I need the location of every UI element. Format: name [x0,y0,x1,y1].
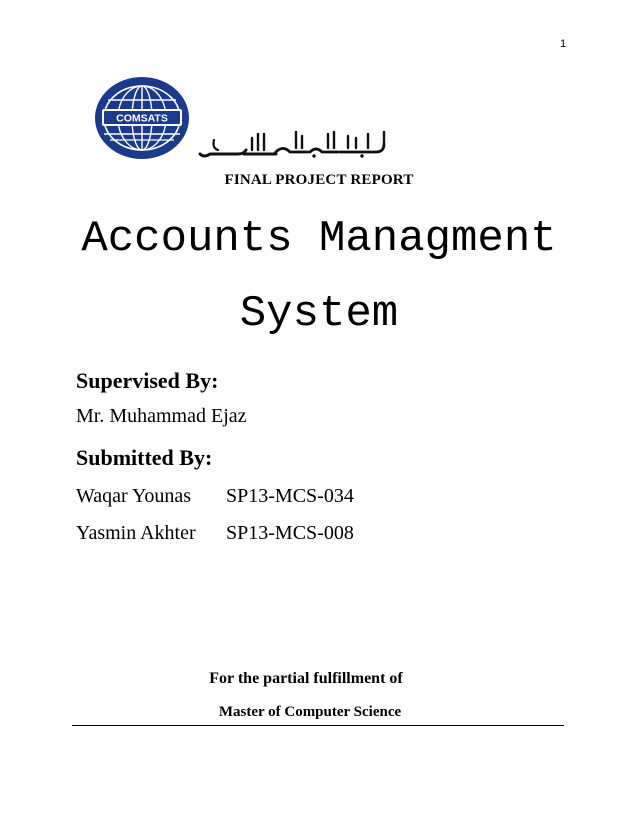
logo-text: COMSATS [116,112,168,125]
page-number: 1 [559,38,567,50]
title-line-1: Accounts Managment [81,214,557,264]
student-name: Waqar Younas [76,485,192,507]
fulfillment-text: For the partial fulfillment of [209,670,403,687]
bismillah-calligraphy [198,128,392,160]
submitted-heading: Submitted By: [76,445,213,470]
student-id: SP13-MCS-034 [226,485,354,507]
comsats-logo [94,76,190,160]
student-id: SP13-MCS-008 [226,522,354,544]
degree-name: Master of Computer Science [218,704,402,720]
title-line-2: System [239,289,399,339]
supervisor-name: Mr. Muhammad Ejaz [76,405,247,427]
report-label: FINAL PROJECT REPORT [224,172,414,188]
student-name: Yasmin Akhter [76,522,196,544]
supervised-heading: Supervised By: [76,368,219,393]
bottom-divider [72,725,564,726]
